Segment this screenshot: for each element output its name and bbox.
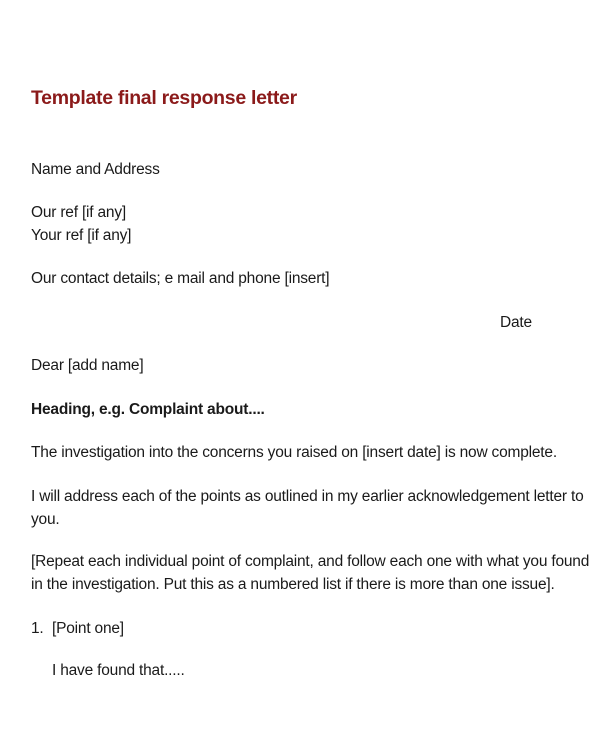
your-ref: Your ref [if any]	[31, 227, 132, 244]
paragraph-investigation: The investigation into the concerns you raised on [insert date] is now complete.	[31, 444, 557, 461]
list-item-point-one: [Point one]	[52, 620, 124, 637]
paragraph-instructions-line2: in the investigation. Put this as a numbered list if there is more than one issue].	[31, 576, 555, 593]
our-ref: Our ref [if any]	[31, 204, 126, 221]
paragraph-instructions-line1: [Repeat each individual point of complaint, and follow each one with what you found	[31, 553, 590, 570]
name-and-address: Name and Address	[31, 161, 160, 178]
date-line: Date	[500, 314, 532, 331]
paragraph-address-points-line2: you.	[31, 511, 60, 528]
paragraph-address-points-line1: I will address each of the points as outlined in my earlier acknowledgement letter to	[31, 488, 584, 505]
letter-heading: Heading, e.g. Complaint about....	[31, 401, 265, 418]
found-text: I have found that.....	[52, 662, 185, 679]
list-number: 1.	[31, 620, 44, 637]
letter-title: Template final response letter	[31, 87, 297, 109]
salutation: Dear [add name]	[31, 357, 144, 374]
contact-details: Our contact details; e mail and phone [insert]	[31, 270, 330, 287]
